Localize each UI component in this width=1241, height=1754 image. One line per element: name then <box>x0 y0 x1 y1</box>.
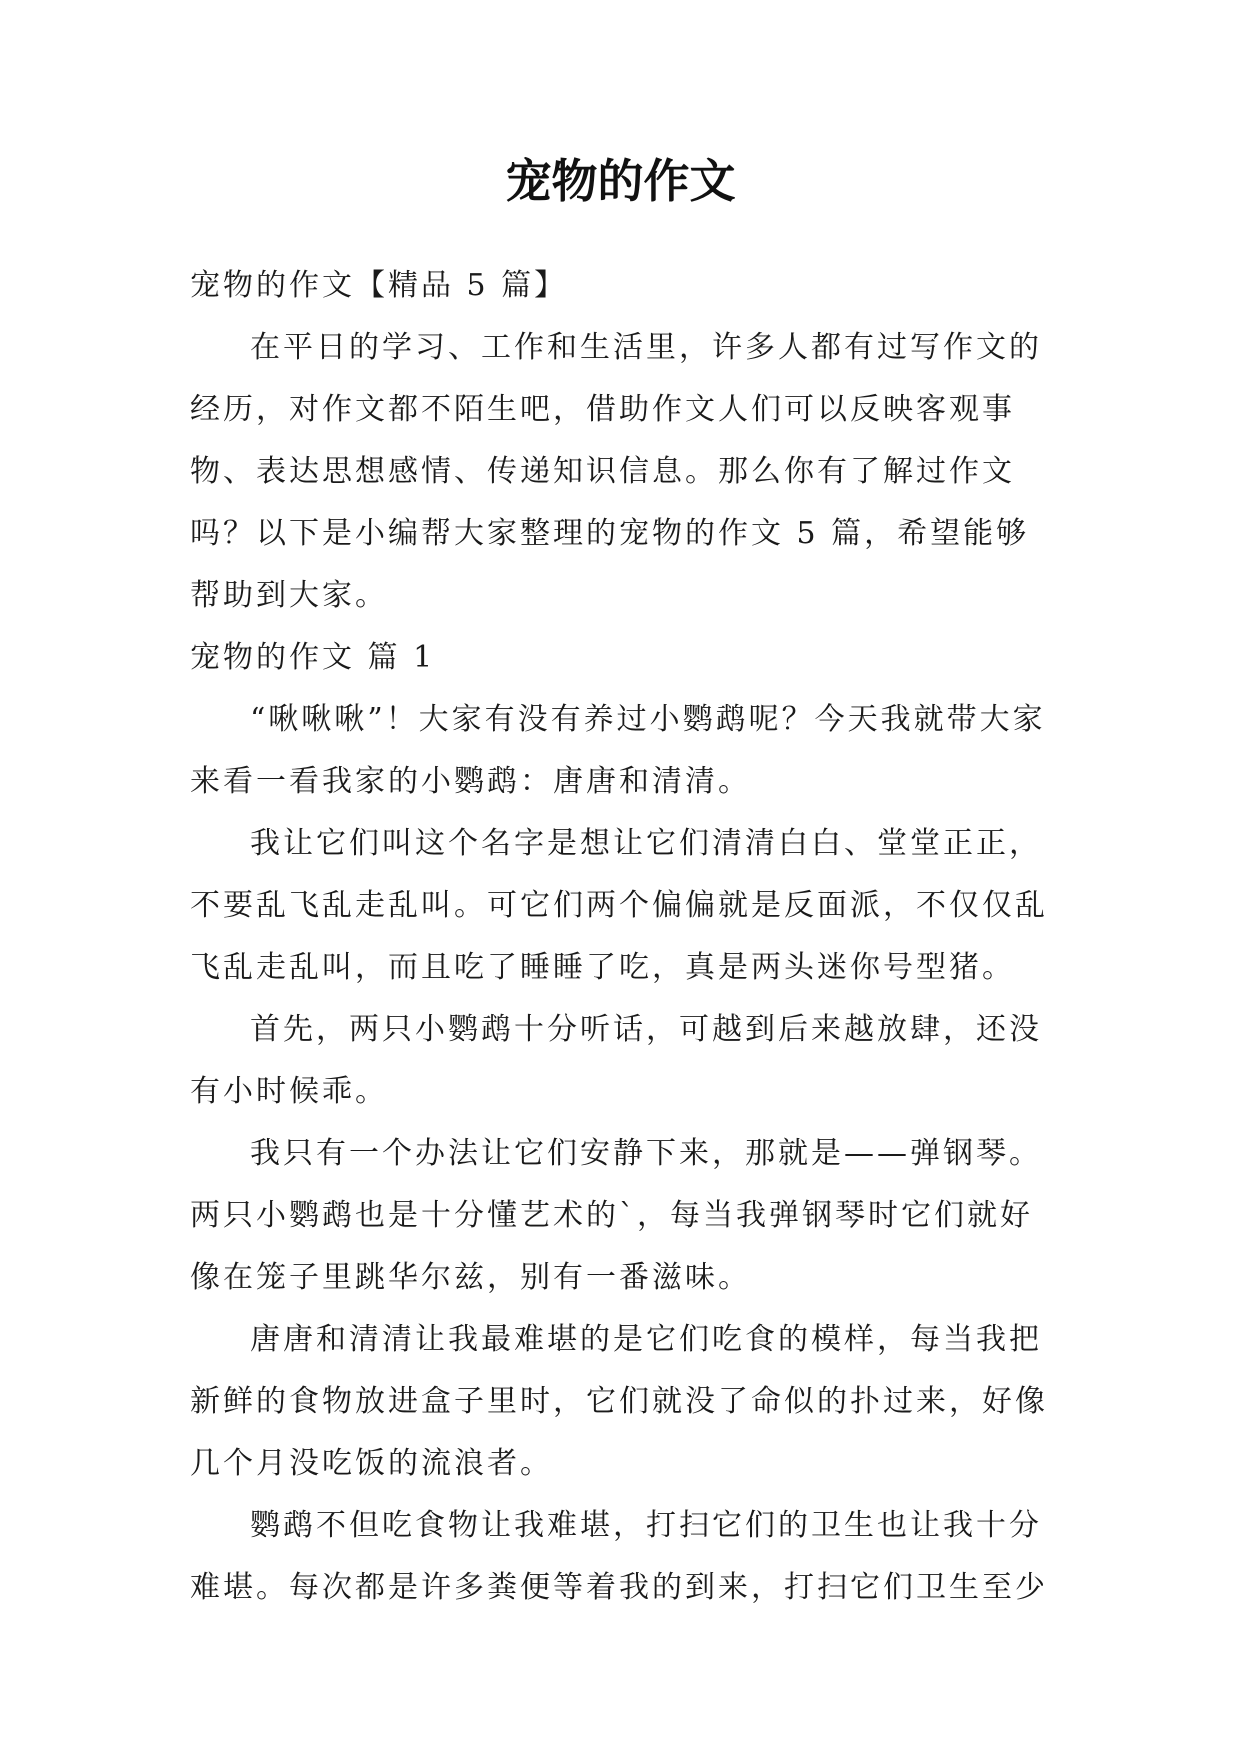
body-paragraph: 我只有一个办法让它们安静下来，那就是——弹钢琴。两只小鹦鹉也是十分懂艺术的`，每当我弹钢琴时它们就好像在笼子里跳华尔兹，别有一番滋味。 <box>190 1136 1042 1295</box>
document-subtitle: 宠物的作文【精品 5 篇】 <box>190 268 568 303</box>
section-heading: 宠物的作文 篇 1 <box>190 640 436 675</box>
body-paragraph: 唐唐和清清让我最难堪的是它们吃食的模样，每当我把新鲜的食物放进盒子里时，它们就没了命似的扑过来，好像几个月没吃饭的流浪者。 <box>190 1322 1048 1481</box>
document-body <box>190 255 1050 1619</box>
body-paragraph: 鹦鹉不但吃食物让我难堪，打扫它们的卫生也让我十分难堪。每次都是许多粪便等着我的到来，打扫它们卫生至少 <box>190 1508 1048 1605</box>
intro-paragraph: 在平日的学习、工作和生活里，许多人都有过写作文的经历，对作文都不陌生吧，借助作文人们可以反映客观事物、表达思想感情、传递知识信息。那么你有了解过作文吗？以下是小编帮大家整理的宠物的作文 5 篇，希望能够帮助到大家。 <box>190 330 1042 613</box>
body-paragraph: “啾啾啾”！大家有没有养过小鹦鹉呢？今天我就带大家来看一看我家的小鹦鹉：唐唐和清清。 <box>190 702 1046 799</box>
body-paragraph: 我让它们叫这个名字是想让它们清清白白、堂堂正正，不要乱飞乱走乱叫。可它们两个偏偏就是反面派，不仅仅乱飞乱走乱叫，而且吃了睡睡了吃，真是两头迷你号型猪。 <box>190 826 1048 985</box>
body-paragraph: 首先，两只小鹦鹉十分听话，可越到后来越放肆，还没有小时候乖。 <box>190 1012 1042 1109</box>
document-title: 宠物的作文 <box>505 154 736 208</box>
